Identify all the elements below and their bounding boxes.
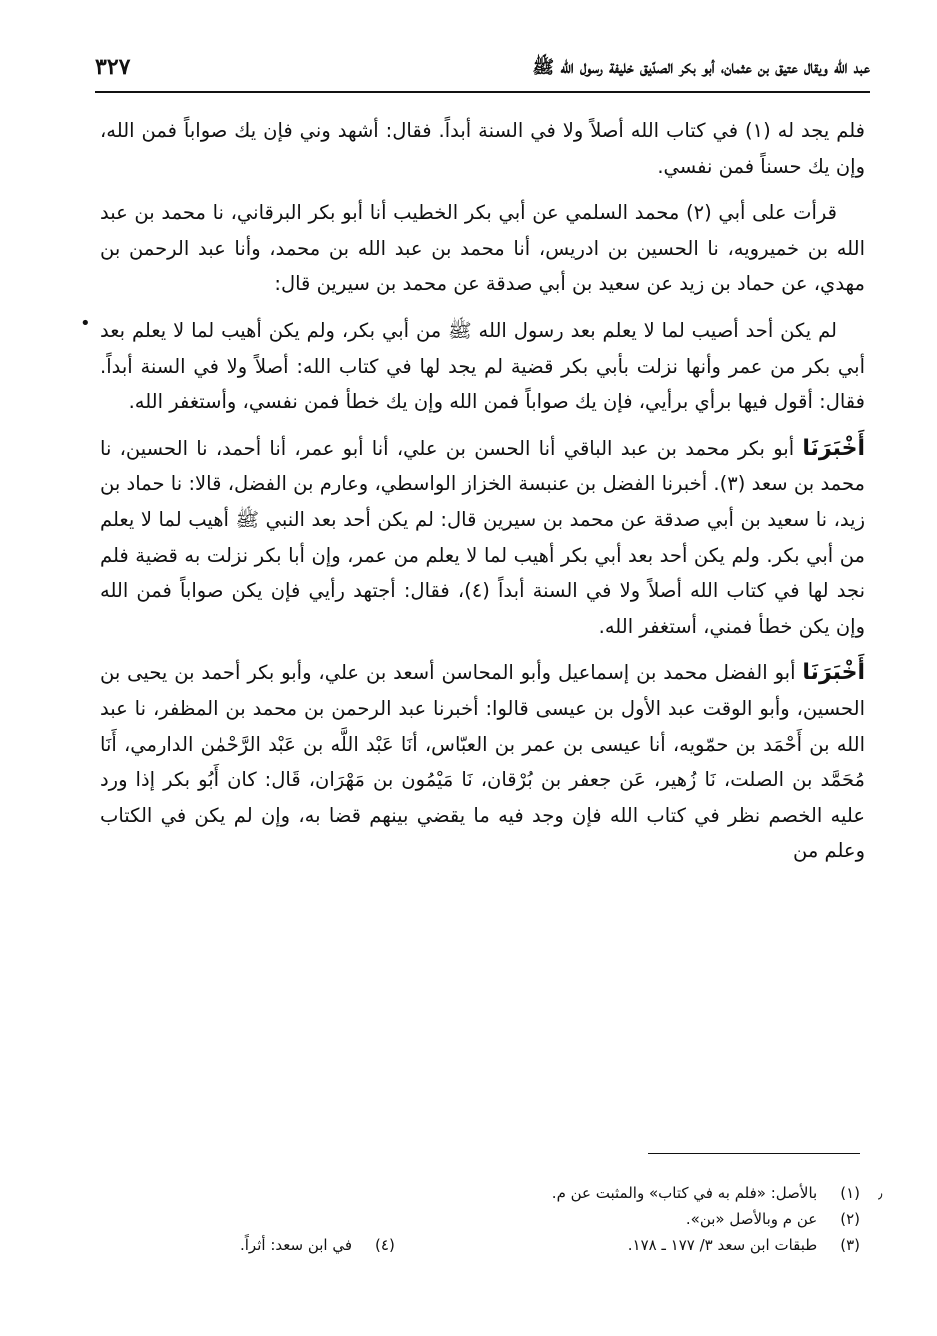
paragraph-text: لم يكن أحد أصيب لما لا يعلم بعد رسول الله ﷺ من أبي بكر، ولم يكن أهيب لما لا يعلم بعد أبي بكر من عمر وأنها نزلت بأبي بكر قضية لم يجد لها في كتاب الله: أصلاً ولا في السنة أبداً. فقال: أقول فيها برأي برأيي، فإن يك صواباً فمن الله وإن يك خطأ فمن نفسي، وأستغفر الله. bbox=[100, 318, 865, 414]
footnote-rule bbox=[648, 1153, 860, 1154]
footnotes bbox=[110, 1180, 860, 1258]
footnote-text: عن م وبالأصل «بن». bbox=[685, 1210, 818, 1228]
paragraph-text: قرأت على أبي (٢) محمد السلمي عن أبي بكر الخطيب أنا أبو بكر البرقاني، نا محمد بن عبد الله بن خميرويه، نا الحسين بن ادريس، أنا محمد بن عبد الله بن محمد، وأنا عبد الرحمن بن مهدي، عن حماد بن زيد عن سعيد بن أبي صدقة عن محمد بن سيرين قال: bbox=[100, 201, 865, 296]
footnote-number: (١) bbox=[840, 1184, 860, 1202]
lead-word: أَخْبَرَنَا bbox=[802, 660, 866, 686]
paragraph-text: أبو بكر محمد بن عبد الباقي أنا الحسن بن علي، أنا أبو عمر، أنا أحمد، نا الحسين، نا محمد بن سعد (٣). أخبرنا الفضل بن عنبسة الخزاز الواسطي، وعارم بن الفضل، قالا: نا حماد بن زيد، نا سعيد بن أبي صدقة عن محمد بن سيرين قال: لم يكن أحد بعد النبي ﷺ أهيب لما لا يعلم من أبي بكر. ولم يكن أحد بعد أبي بكر أهيب لما لا يعلم من عمر، وإن أبا بكر نزلت به قضية فلم نجد لها في كتاب الله أصلاً ولا في السنة أبداً (٤)، فقال: أجتهد رأيي فإن يكن صواباً فمن الله وإن يكن خطأ فمني، أستغفر الله. bbox=[100, 436, 866, 638]
paragraph bbox=[100, 431, 865, 645]
footnote bbox=[628, 1232, 860, 1258]
paragraph bbox=[100, 113, 865, 184]
footnote-text: طبقات ابن سعد ٣/ ١٧٧ ـ ١٧٨. bbox=[627, 1236, 818, 1254]
page-header bbox=[95, 48, 870, 88]
footnote-number: (٤) bbox=[375, 1236, 395, 1254]
paragraph-text: أبو الفضل محمد بن إسماعيل وأبو المحاسن أسعد بن علي، وأبو بكر أحمد بن يحيى بن الحسين، وأبو الوقت عبد الأول بن عيسى قالوا: أخبرنا عبد الرحمن بن محمد بن المظفر، نا عبد الله بن أَحْمَد بن حمّويه، أنا عيسى بن عمر بن العبّاس، أنَا عَبْد اللَّه بن عَبْد الرَّحْمٰن الدارمي، أَنَا مُحَمَّد بن الصلت، نَا زُهير، عَن جعفر بن بُرْقان، نَا مَيْمُون بن مَهْرَان، قَال: كان أَبُو بكر إذا ورد عليه الخصم نظر في كتاب الله فإن وجد فيه ما يقضي بينهم قضا به، وإن لم يكن في الكتاب وعلم من bbox=[100, 661, 865, 863]
footnote bbox=[552, 1180, 860, 1206]
footnote-row bbox=[110, 1232, 860, 1258]
margin-mark: ٫ bbox=[878, 1186, 883, 1202]
page-number: ٣٢٧ bbox=[95, 54, 131, 80]
footnote-row bbox=[110, 1180, 860, 1206]
footnote bbox=[686, 1206, 860, 1232]
paragraph bbox=[100, 655, 865, 869]
footnote-number: (٢) bbox=[840, 1210, 860, 1228]
footnote-number: (٣) bbox=[840, 1236, 860, 1254]
footnote-text: بالأصل: «فلم به في كتاب» والمثبت عن م. bbox=[551, 1184, 818, 1202]
main-text bbox=[100, 113, 865, 880]
paragraph-text: فلم يجد له (١) في كتاب الله أصلاً ولا في السنة أبداً. فقال: أشهد وني فإن يك صواباً فمن الله، وإن يك حسناً فمن نفسي. bbox=[100, 119, 866, 178]
footnote-row bbox=[110, 1206, 860, 1232]
margin-dot: • bbox=[80, 313, 91, 334]
footnote bbox=[110, 1232, 395, 1258]
footnote-text: في ابن سعد: أثراً. bbox=[240, 1236, 353, 1254]
running-title: عبد الله ويقال عتيق بن عثمان، أبو بكر الصدّيق خليفة رسول الله ﷺ bbox=[532, 57, 870, 78]
paragraph bbox=[100, 195, 865, 302]
lead-word: أَخْبَرَنَا bbox=[802, 435, 865, 461]
paragraph bbox=[100, 313, 865, 420]
header-rule bbox=[95, 91, 870, 93]
